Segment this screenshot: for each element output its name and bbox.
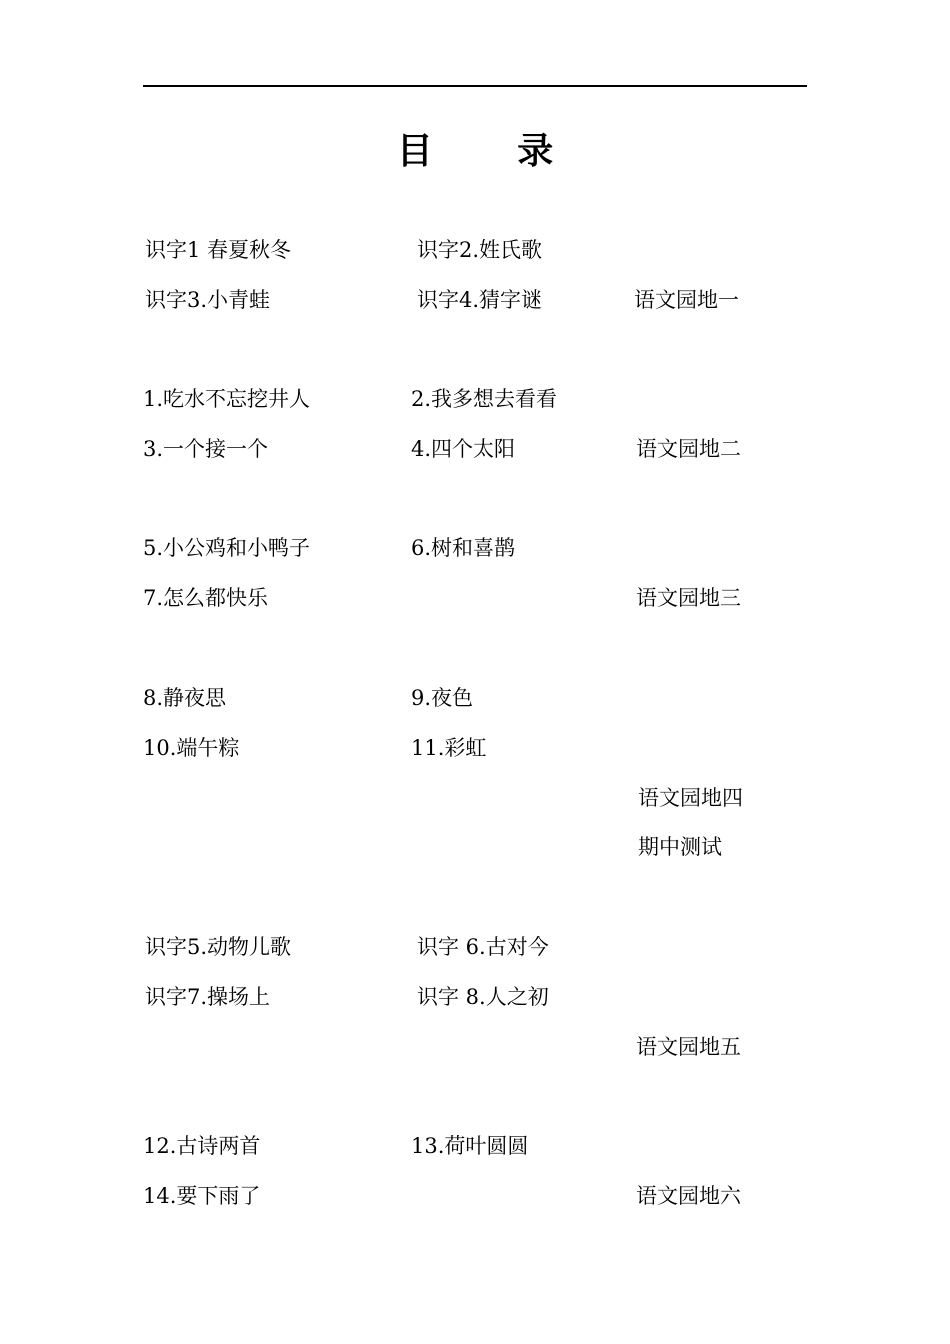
toc-entry: 语文园地一 xyxy=(634,288,739,312)
toc-entry: 2.我多想去看看 xyxy=(411,387,558,411)
page-title: 目 录 xyxy=(396,131,590,172)
toc-entry: 5.小公鸡和小鸭子 xyxy=(143,536,311,560)
toc-entry: 7.怎么都快乐 xyxy=(143,586,269,610)
toc-entry: 3.一个接一个 xyxy=(143,437,269,461)
toc-entry: 期中测试 xyxy=(638,835,722,859)
toc-entry: 13.荷叶圆圆 xyxy=(411,1134,529,1158)
toc-entry: 识字2.姓氏歌 xyxy=(417,238,543,262)
toc-entry: 识字 8.人之初 xyxy=(417,985,549,1009)
toc-entry: 识字4.猜字谜 xyxy=(417,288,543,312)
toc-entry: 11.彩虹 xyxy=(411,736,487,760)
toc-entry: 识字5.动物儿歌 xyxy=(145,935,292,959)
toc-entry: 1.吃水不忘挖井人 xyxy=(143,387,311,411)
toc-entry: 10.端午粽 xyxy=(143,736,240,760)
toc-entry: 8.静夜思 xyxy=(143,686,227,710)
toc-entry: 识字1 春夏秋冬 xyxy=(145,238,292,262)
toc-entry: 9.夜色 xyxy=(411,686,474,710)
toc-entry: 语文园地四 xyxy=(638,786,743,810)
toc-entry: 识字3.小青蛙 xyxy=(145,288,271,312)
toc-entry: 12.古诗两首 xyxy=(143,1134,261,1158)
toc-entry: 语文园地六 xyxy=(636,1184,741,1208)
toc-entry: 14.要下雨了 xyxy=(143,1184,261,1208)
toc-entry: 语文园地五 xyxy=(636,1035,741,1059)
toc-entry: 识字 6.古对今 xyxy=(417,935,549,959)
toc-entry: 4.四个太阳 xyxy=(411,437,516,461)
toc-entry: 6.树和喜鹊 xyxy=(411,536,516,560)
toc-entry: 识字7.操场上 xyxy=(145,985,271,1009)
toc-entry: 语文园地二 xyxy=(636,437,741,461)
toc-entry: 语文园地三 xyxy=(636,586,741,610)
